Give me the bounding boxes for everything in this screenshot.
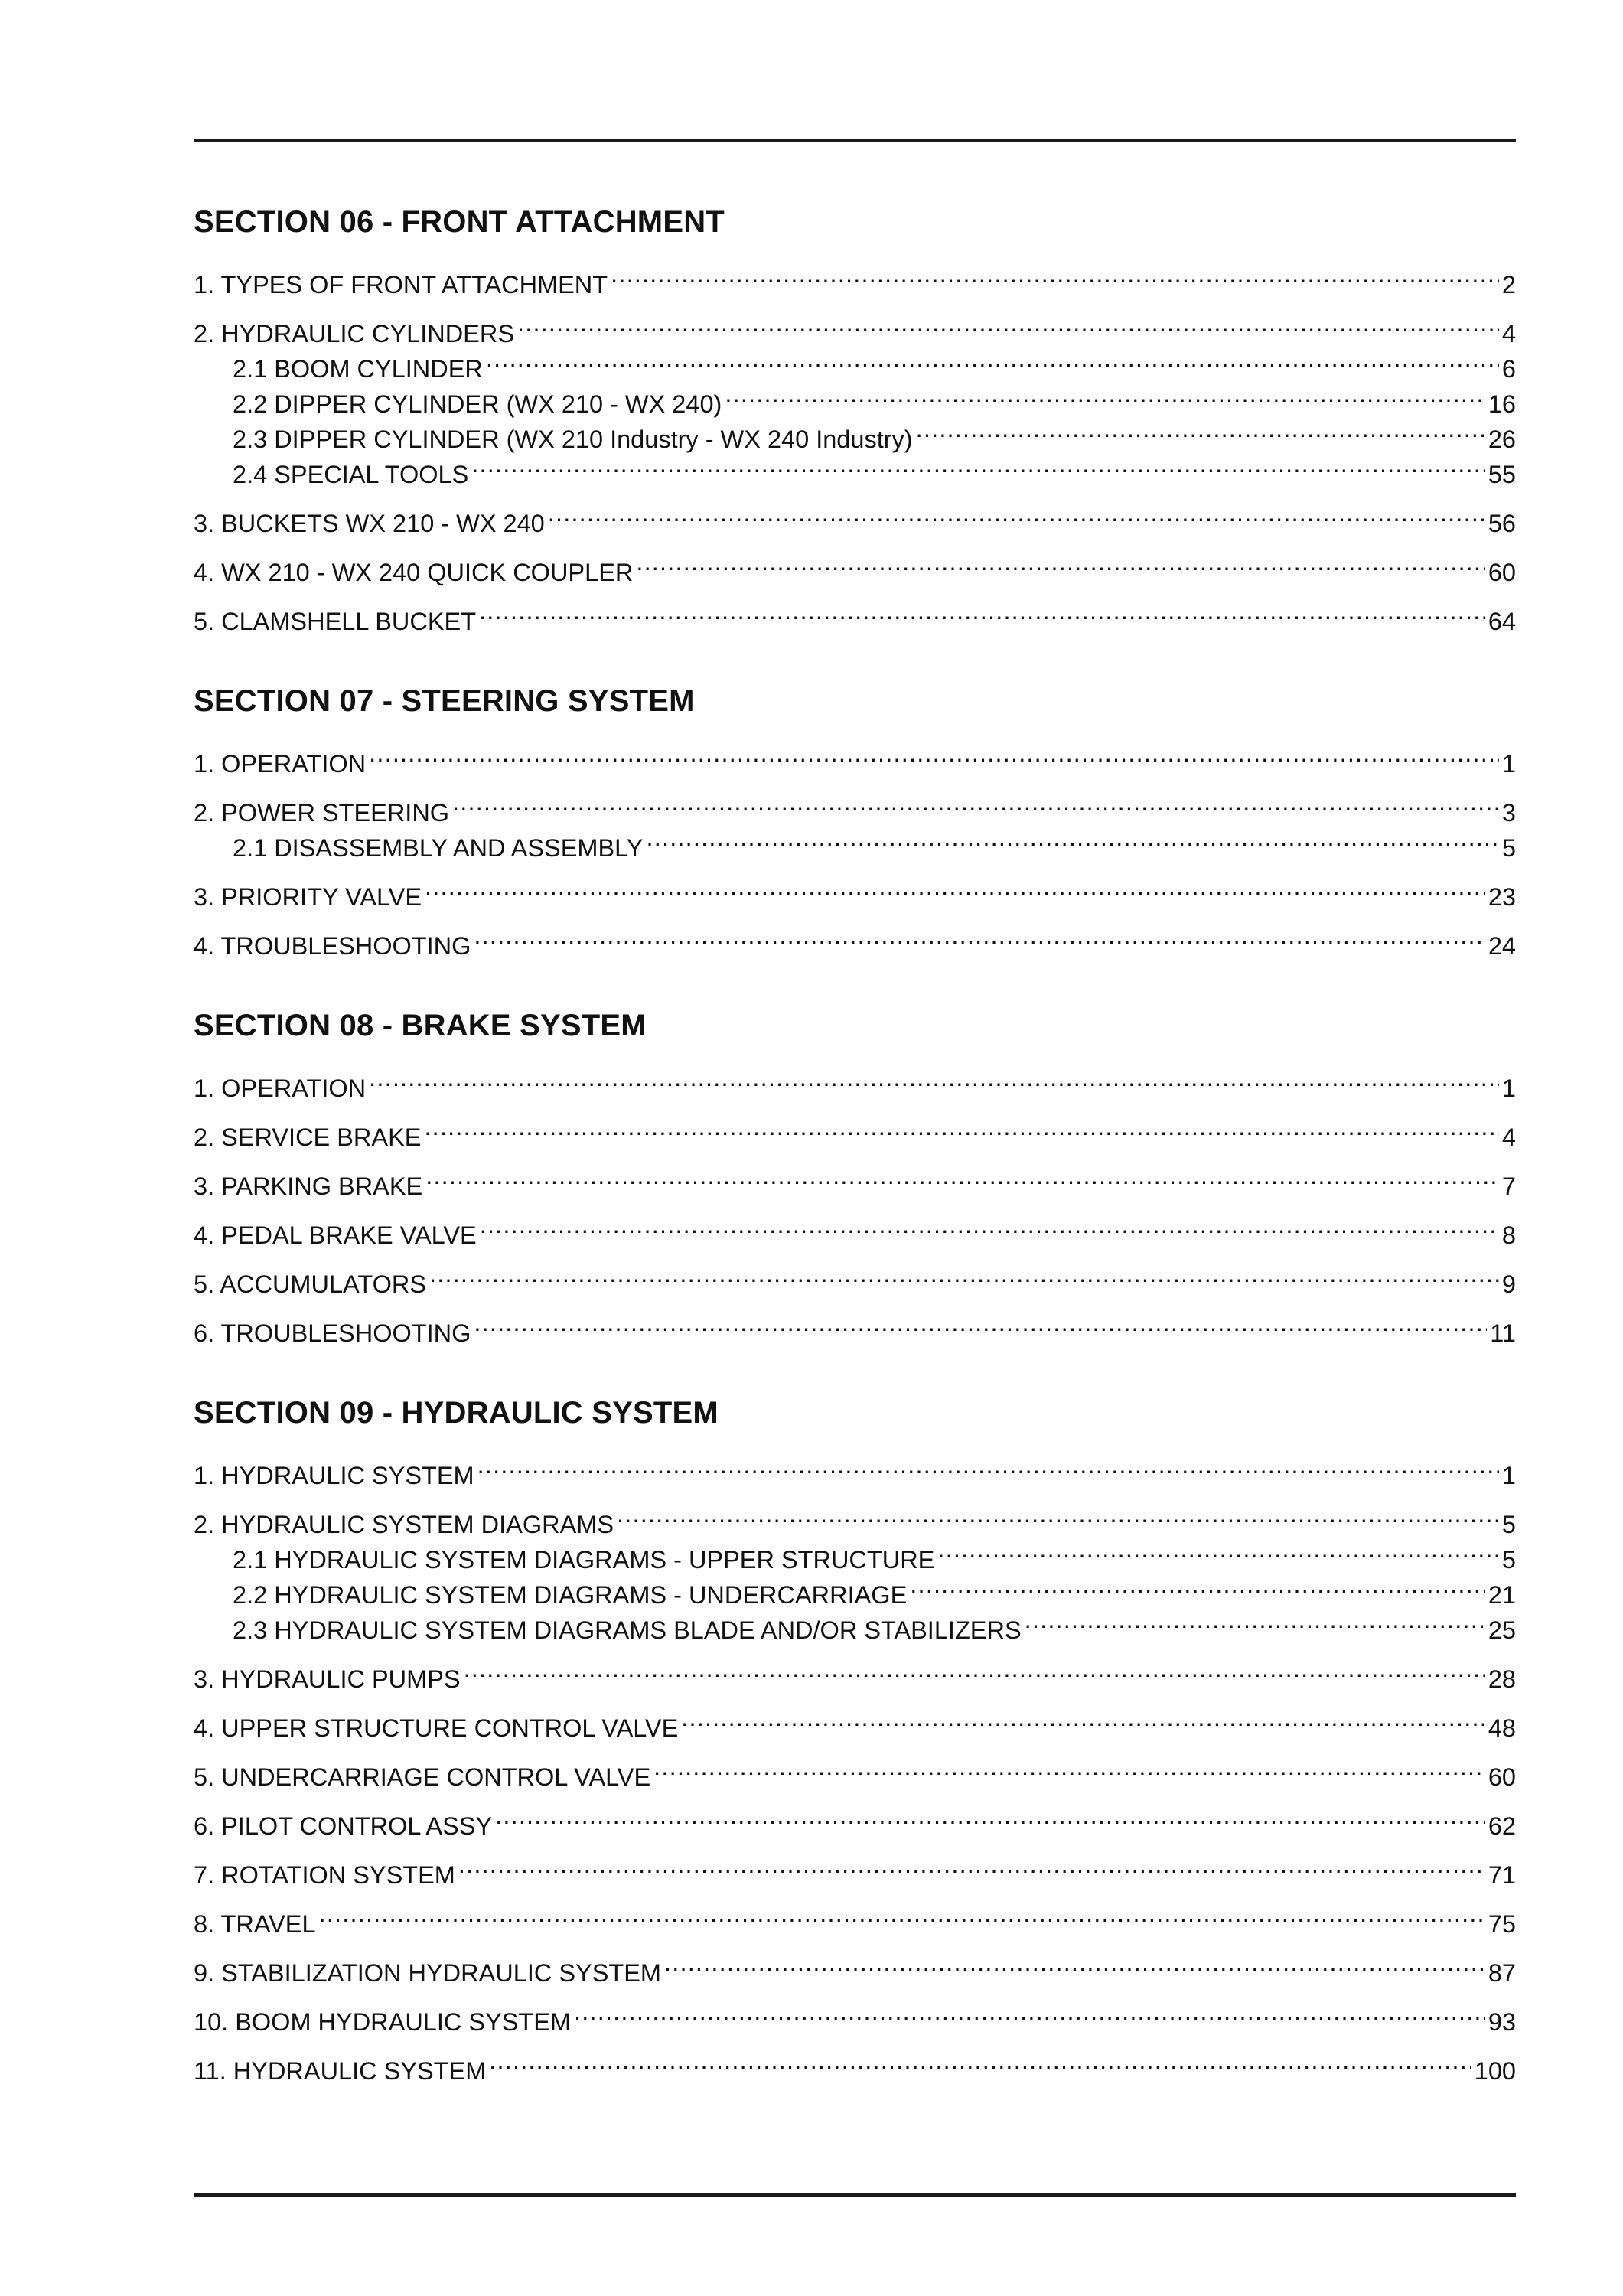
toc-page-number: 11 xyxy=(1490,1319,1516,1347)
dot-leader xyxy=(425,870,1485,905)
toc-entry-label: 11. HYDRAULIC SYSTEM xyxy=(194,2057,487,2085)
toc-page-number: 64 xyxy=(1488,608,1516,635)
toc-page-number: 4 xyxy=(1501,320,1516,347)
toc-entry-label: 1. HYDRAULIC SYSTEM xyxy=(194,1462,474,1489)
section-title: SECTION 08 - BRAKE SYSTEM xyxy=(194,1009,647,1042)
toc-entry-label: 2. SERVICE BRAKE xyxy=(194,1124,422,1151)
dot-leader xyxy=(429,1257,1499,1293)
toc-entry-label: 2.1 HYDRAULIC SYSTEM DIAGRAMS - UPPER STRUCTURE xyxy=(233,1546,935,1574)
dot-leader xyxy=(647,821,1499,856)
dot-leader xyxy=(681,1701,1485,1737)
toc-page-number: 93 xyxy=(1488,2008,1516,2036)
toc-entry-label: 4. TROUBLESHOOTING xyxy=(194,932,471,960)
dot-leader xyxy=(664,1946,1485,1981)
dot-leader xyxy=(910,1568,1485,1603)
toc-entry[interactable] xyxy=(194,1897,1516,1938)
toc-page-number: 26 xyxy=(1488,426,1516,453)
toc-entry[interactable] xyxy=(194,258,1516,298)
toc-entry-list xyxy=(194,1449,1516,2085)
section-title: SECTION 06 - FRONT ATTACHMENT xyxy=(194,205,725,239)
toc-page-number: 16 xyxy=(1488,390,1516,418)
toc-page-number: 28 xyxy=(1488,1665,1516,1693)
dot-leader xyxy=(480,1208,1499,1244)
toc-entry-label: 2.2 DIPPER CYLINDER (WX 210 - WX 240) xyxy=(233,390,722,418)
toc-entry[interactable] xyxy=(194,546,1516,586)
toc-entry-label: 1. OPERATION xyxy=(194,1075,367,1102)
dot-leader xyxy=(486,342,1499,377)
toc-page-number: 7 xyxy=(1501,1172,1516,1200)
dot-leader xyxy=(916,413,1485,448)
toc-entry-label: 2.1 BOOM CYLINDER xyxy=(233,355,483,383)
toc-entry[interactable] xyxy=(194,1257,1516,1298)
dot-leader xyxy=(495,1799,1485,1835)
toc-entry-label: 2. HYDRAULIC SYSTEM DIAGRAMS xyxy=(194,1511,614,1538)
toc-entry-label: 9. STABILIZATION HYDRAULIC SYSTEM xyxy=(194,1959,661,1987)
toc-entry[interactable] xyxy=(194,307,1516,347)
toc-entry[interactable] xyxy=(194,1848,1516,1889)
toc-entry-list xyxy=(194,737,1516,960)
toc-entry-list xyxy=(194,1062,1516,1347)
toc-entry[interactable] xyxy=(194,1995,1516,2036)
toc-entry[interactable] xyxy=(194,1110,1516,1151)
toc-page-number: 87 xyxy=(1488,1959,1516,1987)
dot-leader xyxy=(471,448,1485,483)
toc-entry-label: 8. TRAVEL xyxy=(194,1910,316,1938)
dot-leader xyxy=(319,1897,1485,1932)
toc-entry-label: 2.4 SPECIAL TOOLS xyxy=(233,461,469,488)
dot-leader xyxy=(458,1848,1485,1883)
toc-entry[interactable] xyxy=(194,1946,1516,1987)
toc-entry[interactable] xyxy=(194,1701,1516,1742)
toc-entry-label: 5. UNDERCARRIAGE CONTROL VALVE xyxy=(194,1763,651,1791)
toc-entry-label: 6. PILOT CONTROL ASSY xyxy=(194,1812,493,1840)
dot-leader xyxy=(1025,1603,1485,1639)
dot-leader xyxy=(464,1652,1485,1688)
toc-entry-label: 5. CLAMSHELL BUCKET xyxy=(194,608,477,635)
toc-entry[interactable] xyxy=(194,737,1516,778)
toc-page-number: 1 xyxy=(1501,750,1516,778)
dot-leader xyxy=(369,737,1499,772)
toc-entry-label: 7. ROTATION SYSTEM xyxy=(194,1861,455,1889)
toc-entry[interactable] xyxy=(194,870,1516,911)
toc-page-number: 5 xyxy=(1501,1511,1516,1538)
toc-entry[interactable] xyxy=(194,1159,1516,1200)
dot-leader xyxy=(636,546,1485,581)
dot-leader xyxy=(653,1750,1485,1786)
toc-page-number: 1 xyxy=(1501,1462,1516,1489)
toc-section xyxy=(194,205,1516,635)
toc-entry-label: 3. BUCKETS WX 210 - WX 240 xyxy=(194,510,545,537)
toc-entry-label: 2.3 HYDRAULIC SYSTEM DIAGRAMS BLADE AND/OR STABILIZERS xyxy=(233,1616,1022,1644)
header-rule xyxy=(194,139,1516,142)
toc-page-number: 25 xyxy=(1488,1616,1516,1644)
toc-entry[interactable] xyxy=(194,1799,1516,1840)
toc-page-number: 62 xyxy=(1488,1812,1516,1840)
toc-page-number: 8 xyxy=(1501,1221,1516,1249)
toc-entry[interactable] xyxy=(194,1208,1516,1249)
toc-page-number: 4 xyxy=(1501,1124,1516,1151)
toc-entry-label: 2.1 DISASSEMBLY AND ASSEMBLY xyxy=(233,834,644,862)
dot-leader xyxy=(477,1449,1499,1484)
toc-entry[interactable] xyxy=(194,1306,1516,1347)
toc-page-number: 2 xyxy=(1501,271,1516,298)
toc-page-number: 21 xyxy=(1488,1581,1516,1609)
toc-page-number: 75 xyxy=(1488,1910,1516,1938)
toc-entry[interactable] xyxy=(194,497,1516,537)
toc-page-number: 6 xyxy=(1501,355,1516,383)
toc-page-number: 60 xyxy=(1488,1763,1516,1791)
toc-page-number: 5 xyxy=(1501,834,1516,862)
dot-leader xyxy=(474,919,1484,954)
dot-leader xyxy=(548,497,1485,532)
toc-entry[interactable] xyxy=(194,595,1516,635)
dot-leader xyxy=(611,258,1499,293)
dot-leader xyxy=(617,1498,1499,1533)
toc-page-number: 5 xyxy=(1501,1546,1516,1574)
toc-section xyxy=(194,1396,1516,2085)
toc-entry-label: 6. TROUBLESHOOTING xyxy=(194,1319,471,1347)
toc-entry-label: 1. OPERATION xyxy=(194,750,367,778)
toc-entry-label: 1. TYPES OF FRONT ATTACHMENT xyxy=(194,271,608,298)
toc-page-number: 24 xyxy=(1488,932,1516,960)
dot-leader xyxy=(425,1159,1499,1195)
dot-leader xyxy=(725,377,1484,413)
toc-section xyxy=(194,1009,1516,1347)
toc-page-number: 100 xyxy=(1474,2057,1516,2085)
toc-page-number: 48 xyxy=(1488,1714,1516,1742)
section-title: SECTION 07 - STEERING SYSTEM xyxy=(194,684,695,718)
toc-page-number: 71 xyxy=(1488,1861,1516,1889)
toc-entry-list xyxy=(194,258,1516,635)
toc-entry[interactable] xyxy=(194,1062,1516,1102)
toc-entry-label: 2.3 DIPPER CYLINDER (WX 210 Industry - WX 240 Industry) xyxy=(233,426,913,453)
dot-leader xyxy=(452,786,1499,821)
toc-entry-label: 10. BOOM HYDRAULIC SYSTEM xyxy=(194,2008,572,2036)
dot-leader xyxy=(517,307,1499,342)
toc-page-number: 60 xyxy=(1488,559,1516,586)
toc-entry-label: 2.2 HYDRAULIC SYSTEM DIAGRAMS - UNDERCARRIAGE xyxy=(233,1581,908,1609)
toc-entry-label: 3. PRIORITY VALVE xyxy=(194,883,422,911)
toc-entry-label: 3. HYDRAULIC PUMPS xyxy=(194,1665,461,1693)
footer-rule xyxy=(194,2193,1516,2197)
toc-entry-label: 4. PEDAL BRAKE VALVE xyxy=(194,1221,477,1249)
dot-leader xyxy=(424,1110,1498,1146)
toc-entry[interactable] xyxy=(194,1449,1516,1489)
dot-leader xyxy=(479,595,1485,630)
section-title: SECTION 09 - HYDRAULIC SYSTEM xyxy=(194,1396,719,1430)
toc-entry-label: 2. POWER STEERING xyxy=(194,799,450,827)
dot-leader xyxy=(489,2044,1471,2079)
toc-entry-label: 4. UPPER STRUCTURE CONTROL VALVE xyxy=(194,1714,679,1742)
toc-page-number: 9 xyxy=(1501,1270,1516,1298)
toc-entry[interactable] xyxy=(194,919,1516,960)
toc-entry[interactable] xyxy=(194,2044,1516,2085)
toc-entry-label: 2. HYDRAULIC CYLINDERS xyxy=(194,320,514,347)
toc-entry-label: 5. ACCUMULATORS xyxy=(194,1270,427,1298)
toc-entry[interactable] xyxy=(194,786,1516,827)
toc-entry-label: 3. PARKING BRAKE xyxy=(194,1172,423,1200)
toc-entry[interactable] xyxy=(194,1750,1516,1791)
dot-leader xyxy=(474,1306,1487,1342)
toc-entry-label: 4. WX 210 - WX 240 QUICK COUPLER xyxy=(194,559,634,586)
dot-leader xyxy=(937,1533,1499,1568)
toc-entry[interactable] xyxy=(194,1652,1516,1693)
dot-leader xyxy=(369,1062,1499,1097)
toc-page-number: 1 xyxy=(1501,1075,1516,1102)
dot-leader xyxy=(574,1995,1485,2030)
toc-page-number: 23 xyxy=(1488,883,1516,911)
toc-page-number: 56 xyxy=(1488,510,1516,537)
toc-page-number: 3 xyxy=(1501,799,1516,827)
toc-section xyxy=(194,684,1516,960)
toc-page-number: 55 xyxy=(1488,461,1516,488)
toc-entry[interactable] xyxy=(194,1498,1516,1538)
table-of-contents xyxy=(194,207,1516,2135)
